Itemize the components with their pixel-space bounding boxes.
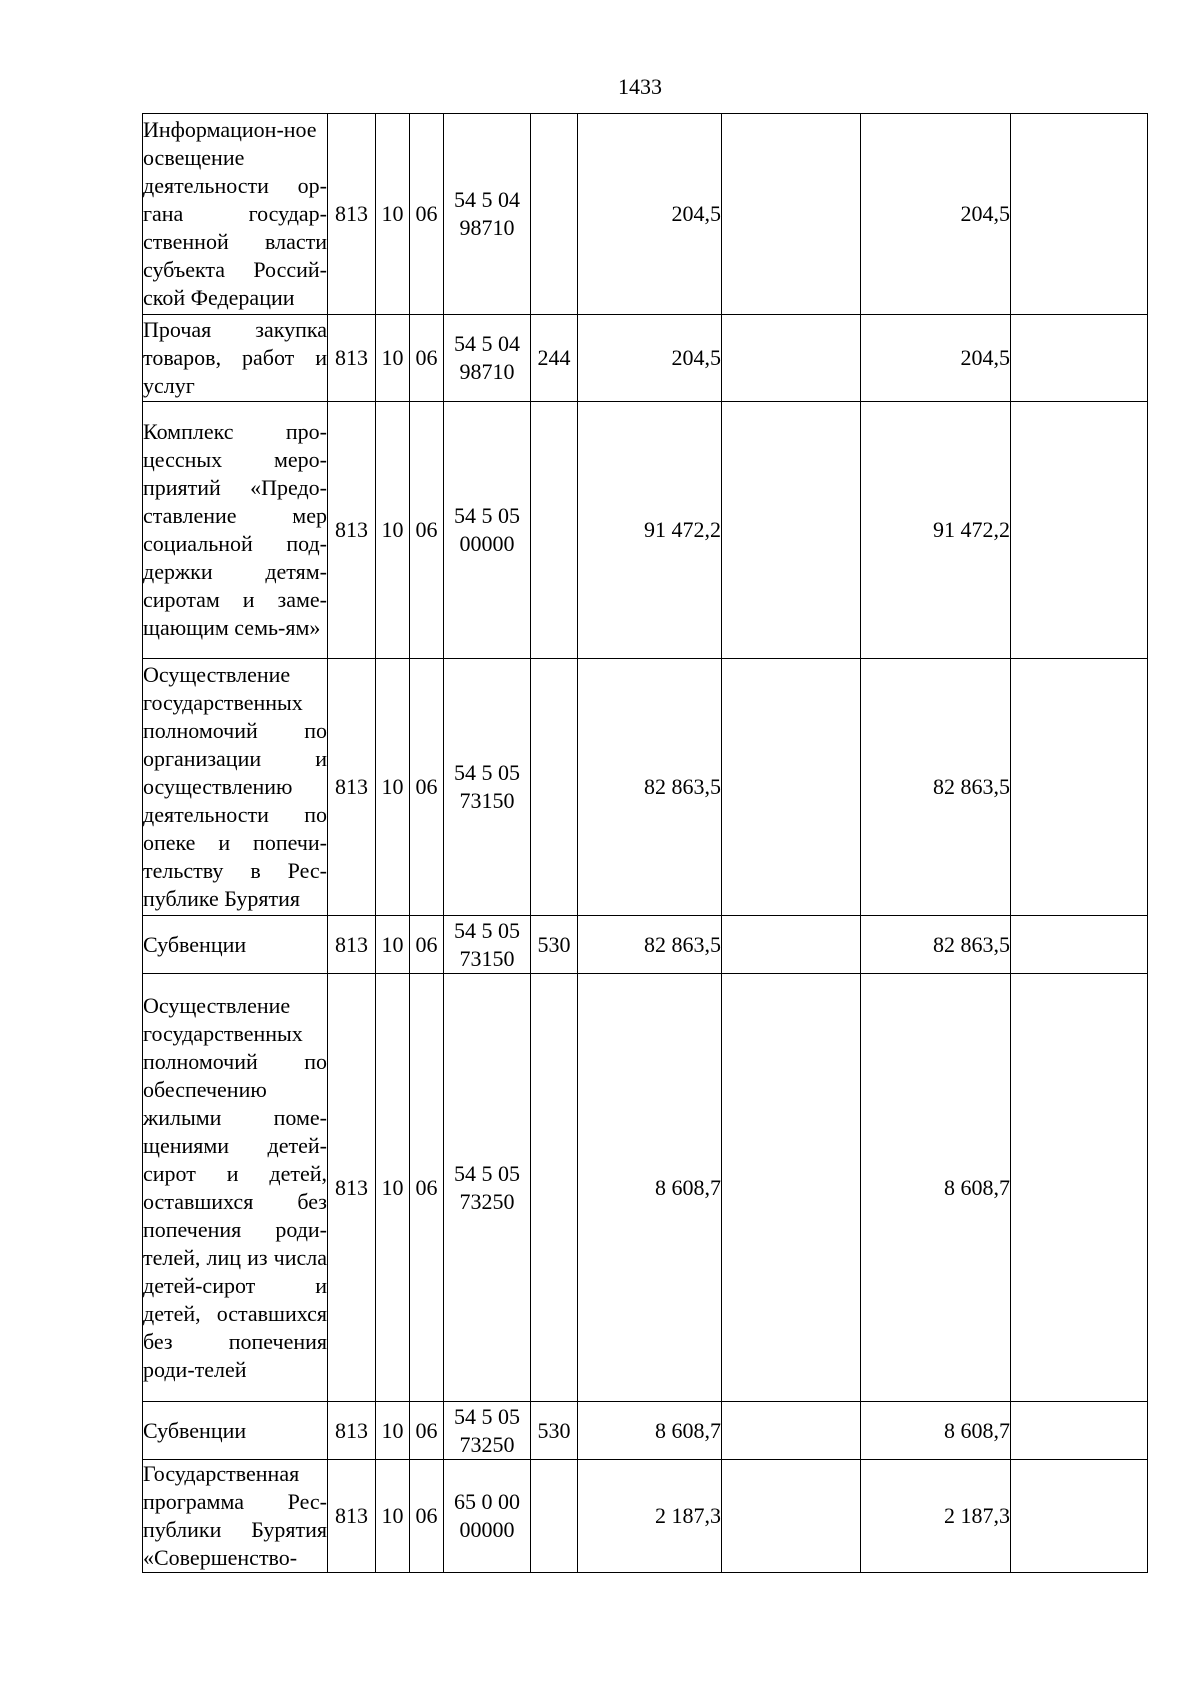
section-code: 10 — [376, 974, 410, 1402]
amount-col-2 — [722, 1460, 861, 1573]
grbs-code: 813 — [328, 916, 376, 974]
amount-col-4 — [1011, 974, 1148, 1402]
amount-total: 91 472,2 — [578, 402, 722, 659]
section-code: 10 — [376, 315, 410, 402]
subsection-code: 06 — [410, 916, 444, 974]
item-name: Информацион-ное освещение деятельности ор-гана государ-ственной власти субъекта Россий-ской Федерации — [143, 114, 328, 315]
amount-col-4 — [1011, 114, 1148, 315]
grbs-code: 813 — [328, 402, 376, 659]
item-name: Субвенции — [143, 916, 328, 974]
budget-table — [142, 113, 1148, 1573]
subsection-code: 06 — [410, 974, 444, 1402]
item-name: Прочая закупка товаров, работ и услуг — [143, 315, 328, 402]
amount-total: 82 863,5 — [578, 916, 722, 974]
target-article-code: 54 5 04 98710 — [444, 315, 531, 402]
expense-type-code — [531, 114, 578, 315]
amount-col-3: 91 472,2 — [861, 402, 1011, 659]
section-code: 10 — [376, 402, 410, 659]
target-article-code: 54 5 04 98710 — [444, 114, 531, 315]
amount-col-3: 82 863,5 — [861, 659, 1011, 916]
amount-col-4 — [1011, 1460, 1148, 1573]
amount-total: 8 608,7 — [578, 1402, 722, 1460]
target-article-code: 65 0 00 00000 — [444, 1460, 531, 1573]
amount-col-2 — [722, 402, 861, 659]
grbs-code: 813 — [328, 315, 376, 402]
amount-col-4 — [1011, 315, 1148, 402]
table-row — [143, 114, 1148, 315]
table-row — [143, 1460, 1148, 1573]
section-code: 10 — [376, 114, 410, 315]
target-article-code: 54 5 05 73250 — [444, 1402, 531, 1460]
amount-col-3: 8 608,7 — [861, 1402, 1011, 1460]
amount-total: 2 187,3 — [578, 1460, 722, 1573]
subsection-code: 06 — [410, 402, 444, 659]
amount-col-2 — [722, 1402, 861, 1460]
expense-type-code — [531, 1460, 578, 1573]
grbs-code: 813 — [328, 1460, 376, 1573]
item-name: Осуществление государственных полномочий по организации и осуществлению деятельности по опеке и попечи-тельству в Рес-публике Бурятия — [143, 659, 328, 916]
amount-col-4 — [1011, 402, 1148, 659]
table-row — [143, 974, 1148, 1402]
subsection-code: 06 — [410, 114, 444, 315]
target-article-code: 54 5 05 00000 — [444, 402, 531, 659]
amount-col-4 — [1011, 659, 1148, 916]
amount-total: 204,5 — [578, 315, 722, 402]
grbs-code: 813 — [328, 974, 376, 1402]
target-article-code: 54 5 05 73150 — [444, 916, 531, 974]
item-name: Осуществление государственных полномочий по обеспечению жилыми поме-щениями детей-сирот и детей, оставшихся без попечения роди-телей, лиц из числа детей-сирот и детей, оставшихся без попечения роди-телей — [143, 974, 328, 1402]
amount-col-2 — [722, 315, 861, 402]
target-article-code: 54 5 05 73150 — [444, 659, 531, 916]
expense-type-code: 244 — [531, 315, 578, 402]
expense-type-code: 530 — [531, 1402, 578, 1460]
subsection-code: 06 — [410, 1402, 444, 1460]
amount-col-2 — [722, 659, 861, 916]
subsection-code: 06 — [410, 315, 444, 402]
expense-type-code — [531, 402, 578, 659]
section-code: 10 — [376, 916, 410, 974]
target-article-code: 54 5 05 73250 — [444, 974, 531, 1402]
page-number: 1433 — [618, 74, 662, 99]
table-row — [143, 659, 1148, 916]
expense-type-code: 530 — [531, 916, 578, 974]
subsection-code: 06 — [410, 659, 444, 916]
amount-col-4 — [1011, 1402, 1148, 1460]
amount-col-3: 204,5 — [861, 315, 1011, 402]
table-row — [143, 315, 1148, 402]
amount-col-3: 204,5 — [861, 114, 1011, 315]
subsection-code: 06 — [410, 1460, 444, 1573]
amount-col-2 — [722, 916, 861, 974]
amount-col-3: 82 863,5 — [861, 916, 1011, 974]
amount-total: 8 608,7 — [578, 974, 722, 1402]
amount-total: 204,5 — [578, 114, 722, 315]
section-code: 10 — [376, 1402, 410, 1460]
grbs-code: 813 — [328, 1402, 376, 1460]
amount-col-2 — [722, 974, 861, 1402]
amount-col-3: 8 608,7 — [861, 974, 1011, 1402]
amount-col-3: 2 187,3 — [861, 1460, 1011, 1573]
section-code: 10 — [376, 659, 410, 916]
grbs-code: 813 — [328, 114, 376, 315]
expense-type-code — [531, 659, 578, 916]
amount-col-4 — [1011, 916, 1148, 974]
table-row — [143, 1402, 1148, 1460]
expense-type-code — [531, 974, 578, 1402]
item-name: Субвенции — [143, 1402, 328, 1460]
amount-col-2 — [722, 114, 861, 315]
table-row — [143, 916, 1148, 974]
table-row — [143, 402, 1148, 659]
table-body — [143, 114, 1148, 1573]
section-code: 10 — [376, 1460, 410, 1573]
amount-total: 82 863,5 — [578, 659, 722, 916]
item-name: Государственная программа Рес-публики Бурятия «Совершенство- — [143, 1460, 328, 1573]
grbs-code: 813 — [328, 659, 376, 916]
item-name: Комплекс про-цессных меро-приятий «Предо-ставление мер социальной под-держки детям-сиротам и заме-щающим семь-ям» — [143, 402, 328, 659]
